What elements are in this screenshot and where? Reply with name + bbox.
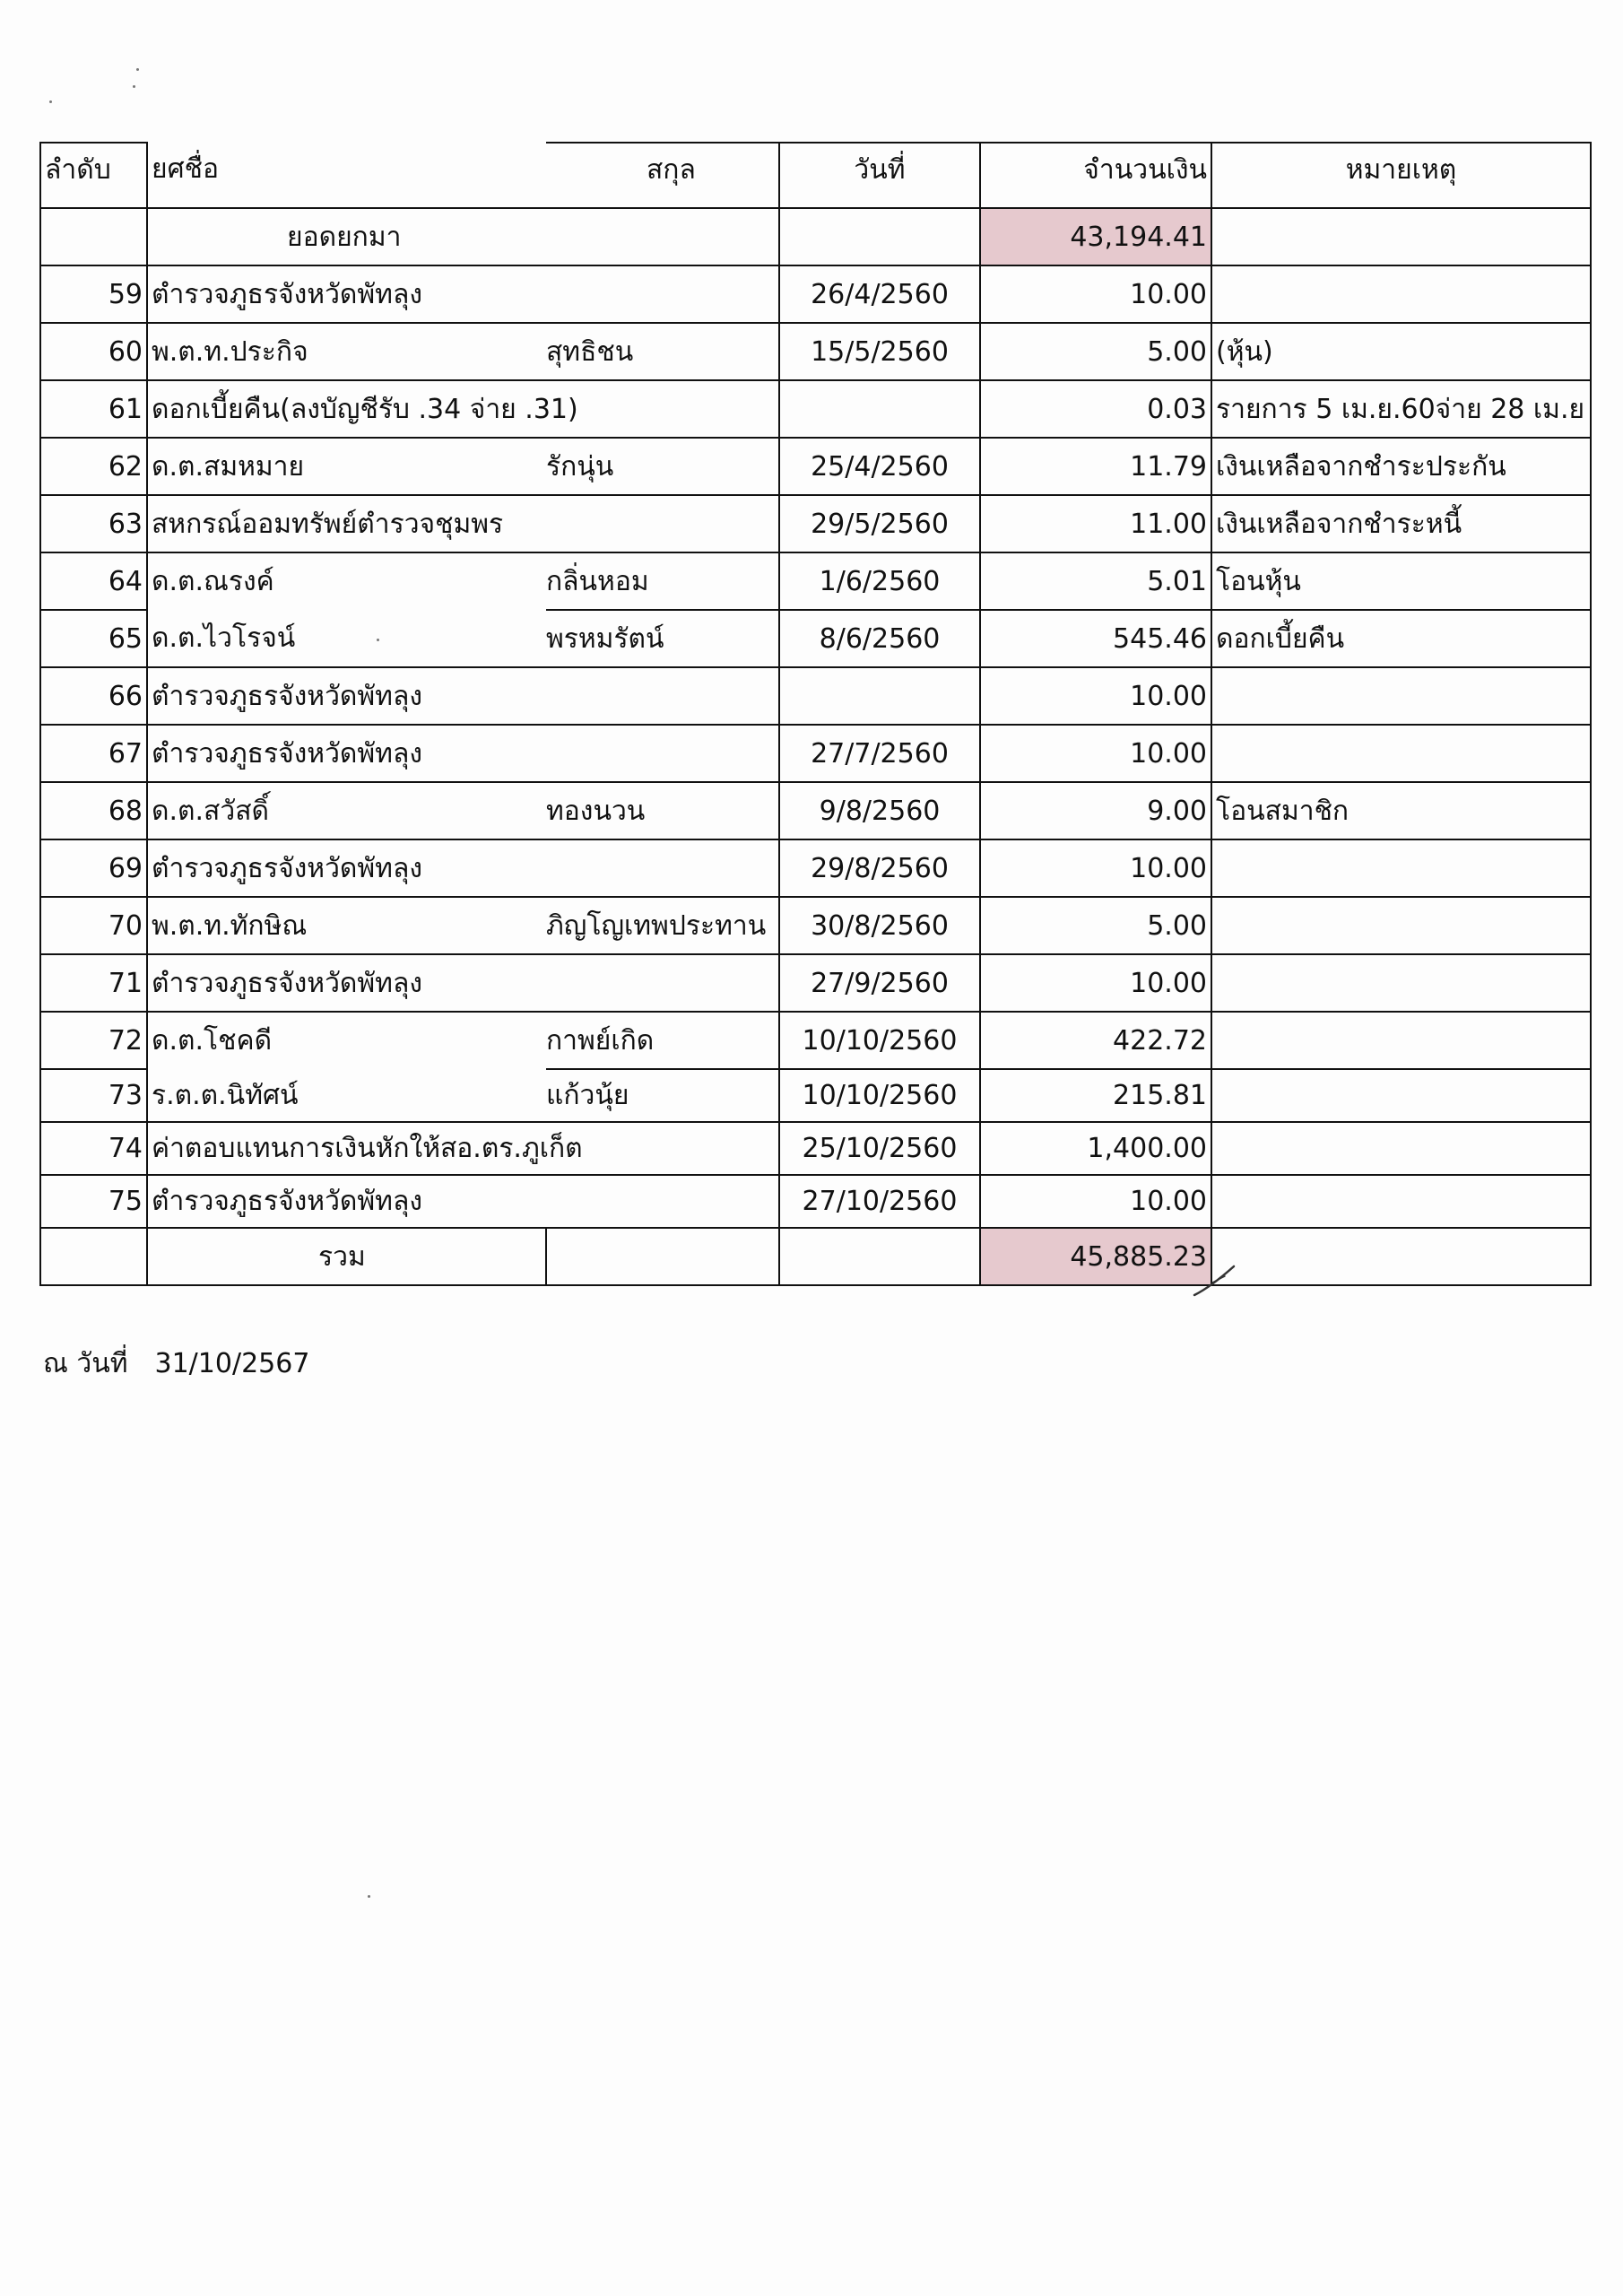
row-rank-name: พ.ต.ท.ประกิจ [147,323,546,380]
table-row [40,438,1591,495]
row-rank-name: ด.ต.โชคดี [147,1012,546,1069]
row-note [1211,1175,1591,1228]
row-number: 75 [40,1175,147,1228]
row-note: เงินเหลือจากชำระประกัน [1211,438,1591,495]
table-row [40,1122,1591,1175]
total-no [40,1228,147,1285]
row-number: 62 [40,438,147,495]
row-date: 25/4/2560 [779,438,980,495]
row-date: 1/6/2560 [779,552,980,610]
table-row [40,725,1591,782]
carry-forward-amount: 43,194.41 [980,208,1211,265]
row-rank-name: ด.ต.ณรงค์ [147,552,546,610]
row-number: 59 [40,265,147,323]
scan-speck [377,639,379,641]
row-surname: ทองนวน [546,782,779,839]
handwritten-tick-mark [1193,1263,1237,1299]
row-surname: พรหมรัตน์ [546,610,779,667]
row-date: 8/6/2560 [779,610,980,667]
header-surname [546,143,779,208]
carry-forward-label: ยอดยกมา [147,208,779,265]
row-rank-name: ด.ต.สวัสดิ์ [147,782,546,839]
table-row [40,1175,1591,1228]
row-number: 67 [40,725,147,782]
row-note [1211,725,1591,782]
row-rank-name: ร.ต.ต.นิทัศน์ [147,1069,546,1122]
row-note: เงินเหลือจากชำระหนี้ [1211,495,1591,552]
scan-speck [133,85,135,88]
row-number: 71 [40,954,147,1012]
row-number: 69 [40,839,147,897]
header-surname-label: สกุล [647,154,696,186]
table-row [40,610,1591,667]
table-row [40,323,1591,380]
total-label: รวม [147,1228,546,1285]
row-date: 27/7/2560 [779,725,980,782]
row-amount: 10.00 [980,954,1211,1012]
row-date: 26/4/2560 [779,265,980,323]
row-date: 27/9/2560 [779,954,980,1012]
table-row [40,265,1591,323]
row-date [779,380,980,438]
row-rank-name: ตำรวจภูธรจังหวัดพัทลุง [147,265,779,323]
row-rank-name: ตำรวจภูธรจังหวัดพัทลุง [147,667,779,725]
scan-speck [136,68,139,71]
row-date: 9/8/2560 [779,782,980,839]
row-surname: แก้วนุ้ย [546,1069,779,1122]
total-date [779,1228,980,1285]
row-number: 66 [40,667,147,725]
row-surname: กลิ่นหอม [546,552,779,610]
header-date: วันที่ [779,143,980,208]
table-row [40,552,1591,610]
table-row [40,380,1591,438]
row-rank-name: ตำรวจภูธรจังหวัดพัทลุง [147,725,779,782]
row-date: 29/8/2560 [779,839,980,897]
row-amount: 5.00 [980,897,1211,954]
table-row [40,1012,1591,1069]
scan-speck [368,1895,370,1898]
table-row [40,495,1591,552]
row-amount: 11.79 [980,438,1211,495]
row-surname: รักนุ่น [546,438,779,495]
row-note [1211,839,1591,897]
row-number: 68 [40,782,147,839]
row-rank-name: ตำรวจภูธรจังหวัดพัทลุง [147,1175,779,1228]
header-no: ลำดับ [40,143,147,208]
row-note: รายการ 5 เม.ย.60จ่าย 28 เม.ย [1211,380,1591,438]
row-rank-name: ตำรวจภูธรจังหวัดพัทลุง [147,954,779,1012]
table-row [40,839,1591,897]
row-surname: สุทธิชน [546,323,779,380]
row-amount: 5.01 [980,552,1211,610]
table-row [40,667,1591,725]
row-rank-name: ด.ต.สมหมาย [147,438,546,495]
total-amount: 45,885.23 [980,1228,1211,1285]
carry-forward-no [40,208,147,265]
row-amount: 10.00 [980,1175,1211,1228]
row-amount: 1,400.00 [980,1122,1211,1175]
total-surname [546,1228,779,1285]
row-amount: 0.03 [980,380,1211,438]
row-date [779,667,980,725]
carry-forward-note [1211,208,1591,265]
carry-forward-row [40,208,1591,265]
table-row [40,897,1591,954]
row-date: 27/10/2560 [779,1175,980,1228]
row-date: 29/5/2560 [779,495,980,552]
row-note: ดอกเบี้ยคืน [1211,610,1591,667]
as-of-date: 31/10/2567 [154,1348,310,1379]
row-rank-name: ตำรวจภูธรจังหวัดพัทลุง [147,839,779,897]
ledger-body [40,208,1591,1228]
row-date: 10/10/2560 [779,1069,980,1122]
row-amount: 5.00 [980,323,1211,380]
row-amount: 10.00 [980,839,1211,897]
row-amount: 10.00 [980,667,1211,725]
table-row [40,1069,1591,1122]
row-date: 25/10/2560 [779,1122,980,1175]
row-date: 30/8/2560 [779,897,980,954]
row-amount: 545.46 [980,610,1211,667]
row-rank-name: ด.ต.ไวโรจน์ [147,610,546,667]
row-note: (หุ้น) [1211,323,1591,380]
row-number: 72 [40,1012,147,1069]
header-row [40,143,1591,208]
row-number: 70 [40,897,147,954]
header-note: หมายเหตุ [1211,143,1591,208]
row-amount: 10.00 [980,725,1211,782]
row-surname: กาพย์เกิด [546,1012,779,1069]
table-row [40,954,1591,1012]
row-rank-name: สหกรณ์ออมทรัพย์ตำรวจชุมพร [147,495,779,552]
row-amount: 9.00 [980,782,1211,839]
row-date: 10/10/2560 [779,1012,980,1069]
row-note: โอนสมาชิก [1211,782,1591,839]
as-of-date-line [43,1343,309,1385]
row-date: 15/5/2560 [779,323,980,380]
total-row [40,1228,1591,1285]
row-note [1211,667,1591,725]
row-number: 60 [40,323,147,380]
row-rank-name: ค่าตอบแทนการเงินหักให้สอ.ตร.ภูเก็ต [147,1122,779,1175]
scan-speck [49,100,52,103]
row-number: 61 [40,380,147,438]
row-note [1211,265,1591,323]
ledger-table [39,142,1592,1286]
table-row [40,782,1591,839]
row-number: 73 [40,1069,147,1122]
row-note [1211,1122,1591,1175]
total-note [1211,1228,1591,1285]
header-rank-name: ยศชื่อ [147,143,546,208]
row-note [1211,954,1591,1012]
row-note [1211,1069,1591,1122]
row-amount: 422.72 [980,1012,1211,1069]
row-surname: ภิญโญเทพประทาน [546,897,779,954]
carry-forward-date [779,208,980,265]
header-amount: จำนวนเงิน [980,143,1211,208]
row-amount: 11.00 [980,495,1211,552]
row-number: 64 [40,552,147,610]
row-note [1211,1012,1591,1069]
row-number: 74 [40,1122,147,1175]
row-rank-name: ดอกเบี้ยคืน(ลงบัญชีรับ .34 จ่าย .31) [147,380,779,438]
row-number: 63 [40,495,147,552]
row-rank-name: พ.ต.ท.ทักษิณ [147,897,546,954]
row-note: โอนหุ้น [1211,552,1591,610]
row-amount: 10.00 [980,265,1211,323]
as-of-label: ณ วันที่ [43,1348,128,1379]
row-amount: 215.81 [980,1069,1211,1122]
row-note [1211,897,1591,954]
row-number: 65 [40,610,147,667]
